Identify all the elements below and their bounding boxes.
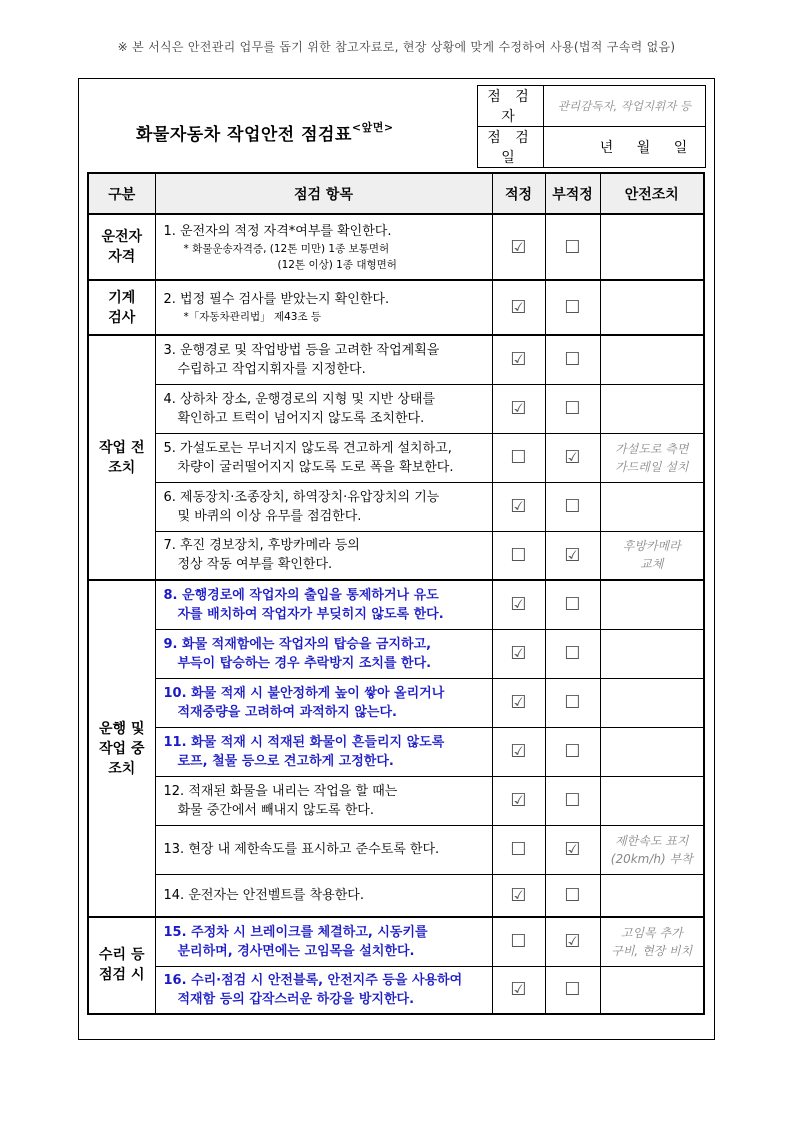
item-text: 수리·점검 시 안전블록, 안전지주 등을 사용하여 <box>191 972 463 988</box>
ng-checkbox[interactable]: ☑ <box>545 531 600 580</box>
item-text: 운행경로 및 작업방법 등을 고려한 작업계획을 <box>180 342 440 358</box>
item-number: 13. <box>163 842 185 857</box>
action-cell[interactable] <box>600 214 704 280</box>
check-item <box>155 966 492 1014</box>
category-label: 운행 및 <box>99 720 145 737</box>
day-label: 일 <box>673 140 688 156</box>
category-label: 자격 <box>108 249 136 265</box>
action-cell[interactable] <box>600 629 704 678</box>
item-number: 6. <box>163 489 176 505</box>
check-item <box>155 482 492 531</box>
action-cell[interactable] <box>600 531 704 580</box>
item-number: 14. <box>163 887 185 903</box>
item-number: 16. <box>163 972 187 988</box>
item-number: 2. <box>163 292 176 307</box>
check-item <box>155 280 492 335</box>
ok-checkbox[interactable]: ☑ <box>492 874 545 917</box>
item-text: 가설도로는 무너지지 않도록 견고하게 설치하고, <box>180 440 452 456</box>
category-label: 작업 전 <box>99 439 145 456</box>
item-note: * 화물운송자격증, (12톤 미만) 1종 보통면허 <box>183 242 390 255</box>
ok-checkbox[interactable]: ☐ <box>492 531 545 580</box>
item-text: 적재함 등의 갑작스러운 하강을 방지한다. <box>177 991 415 1007</box>
date-label: 점 검 일 <box>478 127 544 168</box>
checklist-table <box>87 172 705 1015</box>
action-cell[interactable] <box>600 580 704 629</box>
item-number: 10. <box>163 685 187 701</box>
ok-checkbox[interactable]: ☑ <box>492 280 545 335</box>
category-label: 조치 <box>108 459 136 476</box>
item-text: 부득이 탑승하는 경우 추락방지 조치를 한다. <box>177 655 432 671</box>
category-label: 검사 <box>108 309 136 326</box>
item-number: 15. <box>163 924 187 940</box>
check-item <box>155 727 492 776</box>
table-row <box>88 280 704 335</box>
check-item <box>155 580 492 629</box>
ng-checkbox[interactable]: ☐ <box>545 214 600 280</box>
ng-checkbox[interactable]: ☑ <box>545 433 600 482</box>
action-cell[interactable] <box>600 433 704 482</box>
check-item <box>155 678 492 727</box>
ng-checkbox[interactable]: ☑ <box>545 917 600 966</box>
check-item <box>155 874 492 917</box>
action-cell[interactable] <box>600 966 704 1014</box>
item-text: 현장 내 제한속도를 표시하고 준수토록 한다. <box>188 842 440 857</box>
inspector-label: 점 검 자 <box>478 86 544 127</box>
ok-checkbox[interactable]: ☑ <box>492 482 545 531</box>
category-label: 작업 중 <box>99 740 145 757</box>
header-item: 점검 항목 <box>155 173 492 214</box>
item-text: 후진 경보장치, 후방카메라 등의 <box>180 538 360 554</box>
item-text: 화물 적재 시 불안정하게 높이 쌓아 올리거나 <box>191 685 445 701</box>
item-text: 제동장치·조종장치, 하역장치·유압장치의 기능 <box>180 489 440 505</box>
item-text: 운전자의 적정 자격*여부를 확인한다. <box>180 223 392 239</box>
table-row <box>88 335 704 384</box>
header-ok: 적정 <box>492 173 545 214</box>
ng-checkbox[interactable]: ☐ <box>545 335 600 384</box>
item-text: 화물 적재함에는 작업자의 탑승을 금지하고, <box>182 636 432 652</box>
inspector-field[interactable]: 관리감독자, 작업지휘자 등 <box>544 86 706 127</box>
ok-checkbox[interactable]: ☑ <box>492 678 545 727</box>
category-cell <box>88 280 155 335</box>
item-text: 로프, 철물 등으로 견고하게 고정한다. <box>177 753 394 769</box>
item-text: 자를 배치하여 작업자가 부딪히지 않도록 한다. <box>177 606 444 622</box>
item-number: 3. <box>163 342 176 358</box>
ok-checkbox[interactable]: ☑ <box>492 727 545 776</box>
action-cell[interactable] <box>600 678 704 727</box>
table-row <box>88 580 704 629</box>
item-text: 상하차 장소, 운행경로의 지형 및 지반 상태를 <box>180 391 436 407</box>
category-cell <box>88 335 155 580</box>
ok-checkbox[interactable]: ☑ <box>492 966 545 1014</box>
header-category: 구분 <box>88 173 155 214</box>
item-text: 운행경로에 작업자의 출입을 통제하거나 유도 <box>182 587 439 603</box>
action-text: 구비, 현장 비치 <box>611 943 693 958</box>
header-ng: 부적정 <box>545 173 600 214</box>
ok-checkbox[interactable]: ☐ <box>492 433 545 482</box>
category-label: 운전자 <box>101 229 143 245</box>
year-label: 년 <box>599 140 614 156</box>
ng-checkbox[interactable]: ☑ <box>545 825 600 874</box>
ng-checkbox[interactable]: ☐ <box>545 629 600 678</box>
table-row <box>88 482 704 531</box>
action-cell[interactable] <box>600 727 704 776</box>
item-text: 및 바퀴의 이상 유무를 점검한다. <box>177 508 362 524</box>
check-item <box>155 917 492 966</box>
check-item <box>155 825 492 874</box>
action-text: 가설도로 측면 <box>615 441 689 456</box>
item-text: 적재된 화물을 내리는 작업을 할 때는 <box>188 783 398 799</box>
action-cell[interactable] <box>600 482 704 531</box>
item-number: 9. <box>163 636 178 652</box>
item-number: 7. <box>163 538 176 554</box>
ng-checkbox[interactable]: ☐ <box>545 966 600 1014</box>
action-cell[interactable] <box>600 384 704 433</box>
category-cell <box>88 214 155 280</box>
category-cell <box>88 580 155 917</box>
action-text: (20km/h) 부착 <box>610 851 693 866</box>
action-cell[interactable] <box>600 874 704 917</box>
table-row <box>88 629 704 678</box>
item-text: 주정차 시 브레이크를 체결하고, 시동키를 <box>191 924 428 940</box>
item-number: 1. <box>163 223 176 239</box>
item-number: 12. <box>163 783 185 799</box>
action-text: 가드레일 설치 <box>615 459 689 474</box>
check-item <box>155 629 492 678</box>
check-item <box>155 531 492 580</box>
item-number: 8. <box>163 587 178 603</box>
check-item <box>155 433 492 482</box>
ok-checkbox[interactable]: ☑ <box>492 580 545 629</box>
table-row <box>88 727 704 776</box>
check-item <box>155 335 492 384</box>
item-text: 적재중량을 고려하여 과적하지 않는다. <box>177 704 397 720</box>
action-cell[interactable] <box>600 280 704 335</box>
date-field[interactable] <box>544 127 706 168</box>
check-item <box>155 776 492 825</box>
form-title: 화물자동차 작업안전 점검표$^{<앞면>}$ <box>136 121 394 145</box>
action-text: 제한속도 표지 <box>615 833 689 848</box>
item-note: (12톤 이상) 1종 대형면허 <box>277 258 397 271</box>
action-cell[interactable] <box>600 335 704 384</box>
item-note: *「자동차관리법」 제43조 등 <box>183 311 322 323</box>
ok-checkbox[interactable]: ☑ <box>492 776 545 825</box>
ng-checkbox[interactable]: ☐ <box>545 384 600 433</box>
item-text: 화물 중간에서 빼내지 않도록 한다. <box>177 802 374 818</box>
item-number: 11. <box>163 734 187 750</box>
category-cell <box>88 917 155 1014</box>
table-row <box>88 825 704 874</box>
action-text: 고임목 추가 <box>620 925 683 940</box>
item-text: 운전자는 안전벨트를 착용한다. <box>188 887 364 903</box>
ok-checkbox[interactable]: ☑ <box>492 629 545 678</box>
check-item <box>155 214 492 280</box>
ng-checkbox[interactable]: ☐ <box>545 678 600 727</box>
table-row <box>88 966 704 1014</box>
ok-checkbox[interactable]: ☐ <box>492 825 545 874</box>
table-row <box>88 776 704 825</box>
notice-text: ※ 본 서식은 안전관리 업무를 돕기 위한 참고자료로, 현장 상황에 맞게 수정하여 사용(법적 구속력 없음) <box>117 40 676 54</box>
action-cell[interactable] <box>600 776 704 825</box>
item-text: 화물 적재 시 적재된 화물이 흔들리지 않도록 <box>191 734 445 750</box>
item-number: 5. <box>163 440 176 456</box>
item-text: 법정 필수 검사를 받았는지 확인한다. <box>180 292 390 307</box>
ok-checkbox[interactable]: ☐ <box>492 917 545 966</box>
inspector-box <box>477 85 706 168</box>
ng-checkbox[interactable]: ☐ <box>545 482 600 531</box>
table-row <box>88 917 704 966</box>
ok-checkbox[interactable]: ☑ <box>492 384 545 433</box>
action-cell[interactable] <box>600 917 704 966</box>
table-row <box>88 384 704 433</box>
category-label: 기계 <box>108 289 136 306</box>
table-row <box>88 214 704 280</box>
category-label: 수리 등 <box>99 947 145 964</box>
item-text: 정상 작동 여부를 확인한다. <box>177 557 333 573</box>
category-label: 점검 시 <box>99 967 145 984</box>
check-item <box>155 384 492 433</box>
ok-checkbox[interactable]: ☑ <box>492 335 545 384</box>
table-row <box>88 874 704 917</box>
action-text: 후방카메라 <box>622 539 681 554</box>
ng-checkbox[interactable]: ☐ <box>545 580 600 629</box>
ng-checkbox[interactable]: ☐ <box>545 776 600 825</box>
action-cell[interactable] <box>600 825 704 874</box>
table-row <box>88 433 704 482</box>
ok-checkbox[interactable]: ☑ <box>492 214 545 280</box>
ng-checkbox[interactable]: ☐ <box>545 280 600 335</box>
table-row <box>88 678 704 727</box>
ng-checkbox[interactable]: ☐ <box>545 727 600 776</box>
table-row <box>88 531 704 580</box>
item-text: 확인하고 트럭이 넘어지지 않도록 조치한다. <box>177 410 425 426</box>
ng-checkbox[interactable]: ☐ <box>545 874 600 917</box>
item-text: 수립하고 작업지휘자를 지정한다. <box>177 361 366 377</box>
item-text: 차량이 굴러떨어지지 않도록 도로 폭을 확보한다. <box>177 459 454 475</box>
action-text: 교체 <box>640 557 664 572</box>
item-text: 분리하며, 경사면에는 고임목을 설치한다. <box>177 943 415 959</box>
month-label: 월 <box>636 140 651 156</box>
header-action: 안전조치 <box>600 173 704 214</box>
item-number: 4. <box>163 391 176 407</box>
category-label: 조치 <box>108 760 136 777</box>
